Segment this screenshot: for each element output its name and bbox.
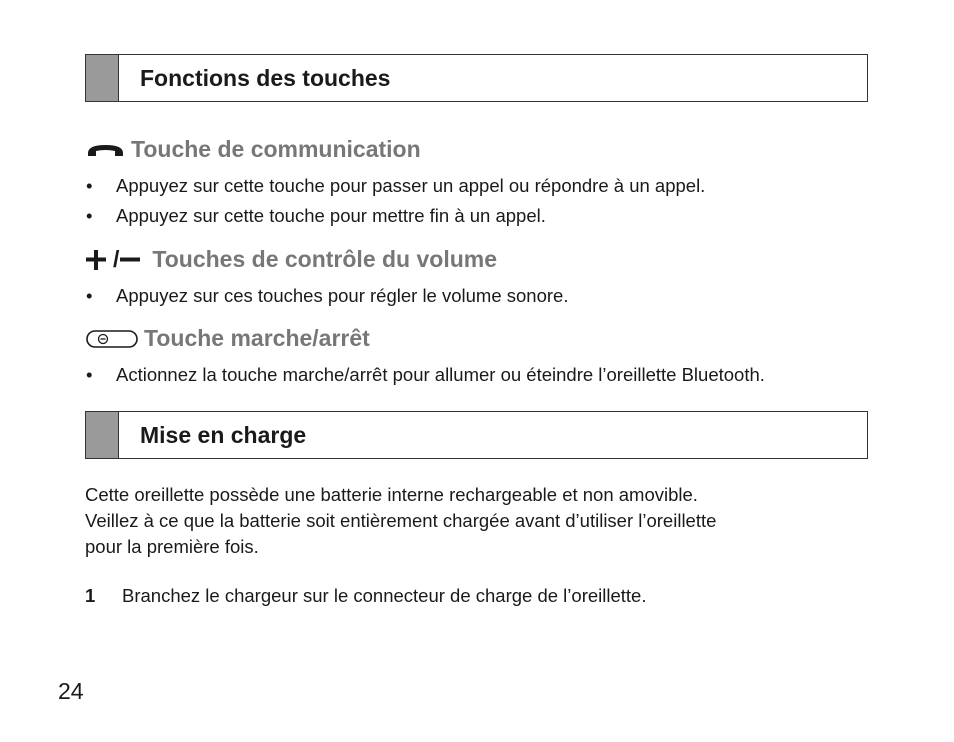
power-button-icon xyxy=(86,330,144,348)
step-item xyxy=(85,585,646,607)
paragraph-line: Veillez à ce que la batterie soit entièrement chargée avant d’utiliser l’oreillette xyxy=(85,510,717,531)
bullet-text: Appuyez sur cette touche pour mettre fin à un appel. xyxy=(116,205,546,226)
page-number: 24 xyxy=(58,678,84,704)
subheading-title: Touche marche/arrêt xyxy=(144,325,370,351)
section-header-charge xyxy=(85,411,868,459)
section-title: Fonctions des touches xyxy=(140,64,391,91)
bullet-text: Appuyez sur cette touche pour passer un appel ou répondre à un appel. xyxy=(116,175,706,196)
list-item xyxy=(86,175,705,197)
volume-plus-minus-icon xyxy=(86,246,146,273)
bullet-symbol: • xyxy=(86,364,93,385)
paragraph-line: pour la première fois. xyxy=(85,536,259,557)
section-tab xyxy=(86,55,119,101)
plus-icon xyxy=(86,250,106,270)
paragraph-line: Cette oreillette possède une batterie interne rechargeable et non amovible. xyxy=(85,484,698,505)
bullet-symbol: • xyxy=(86,285,93,306)
subheading-title: Touches de contrôle du volume xyxy=(152,246,498,272)
list-item xyxy=(86,205,546,227)
bullet-text: Appuyez sur ces touches pour régler le volume sonore. xyxy=(116,285,569,306)
subheading-communication xyxy=(86,136,421,163)
charging-paragraph xyxy=(85,482,716,560)
volume-separator: / xyxy=(113,246,120,272)
subheading-power xyxy=(86,325,370,352)
list-item xyxy=(86,364,765,386)
section-header-fonctions xyxy=(85,54,868,102)
step-text: Branchez le chargeur sur le connecteur de charge de l’oreillette. xyxy=(122,585,647,606)
bullet-symbol: • xyxy=(86,205,93,226)
minus-icon xyxy=(120,250,140,270)
section-tab xyxy=(86,412,119,458)
bullet-text: Actionnez la touche marche/arrêt pour allumer ou éteindre l’oreillette Bluetooth. xyxy=(116,364,765,385)
subheading-volume xyxy=(86,246,497,273)
subheading-title: Touche de communication xyxy=(131,136,421,162)
section-title: Mise en charge xyxy=(140,421,307,448)
bullet-symbol: • xyxy=(86,175,93,196)
list-item xyxy=(86,285,568,307)
phone-handset-icon xyxy=(86,141,131,159)
step-number: 1 xyxy=(85,585,96,606)
